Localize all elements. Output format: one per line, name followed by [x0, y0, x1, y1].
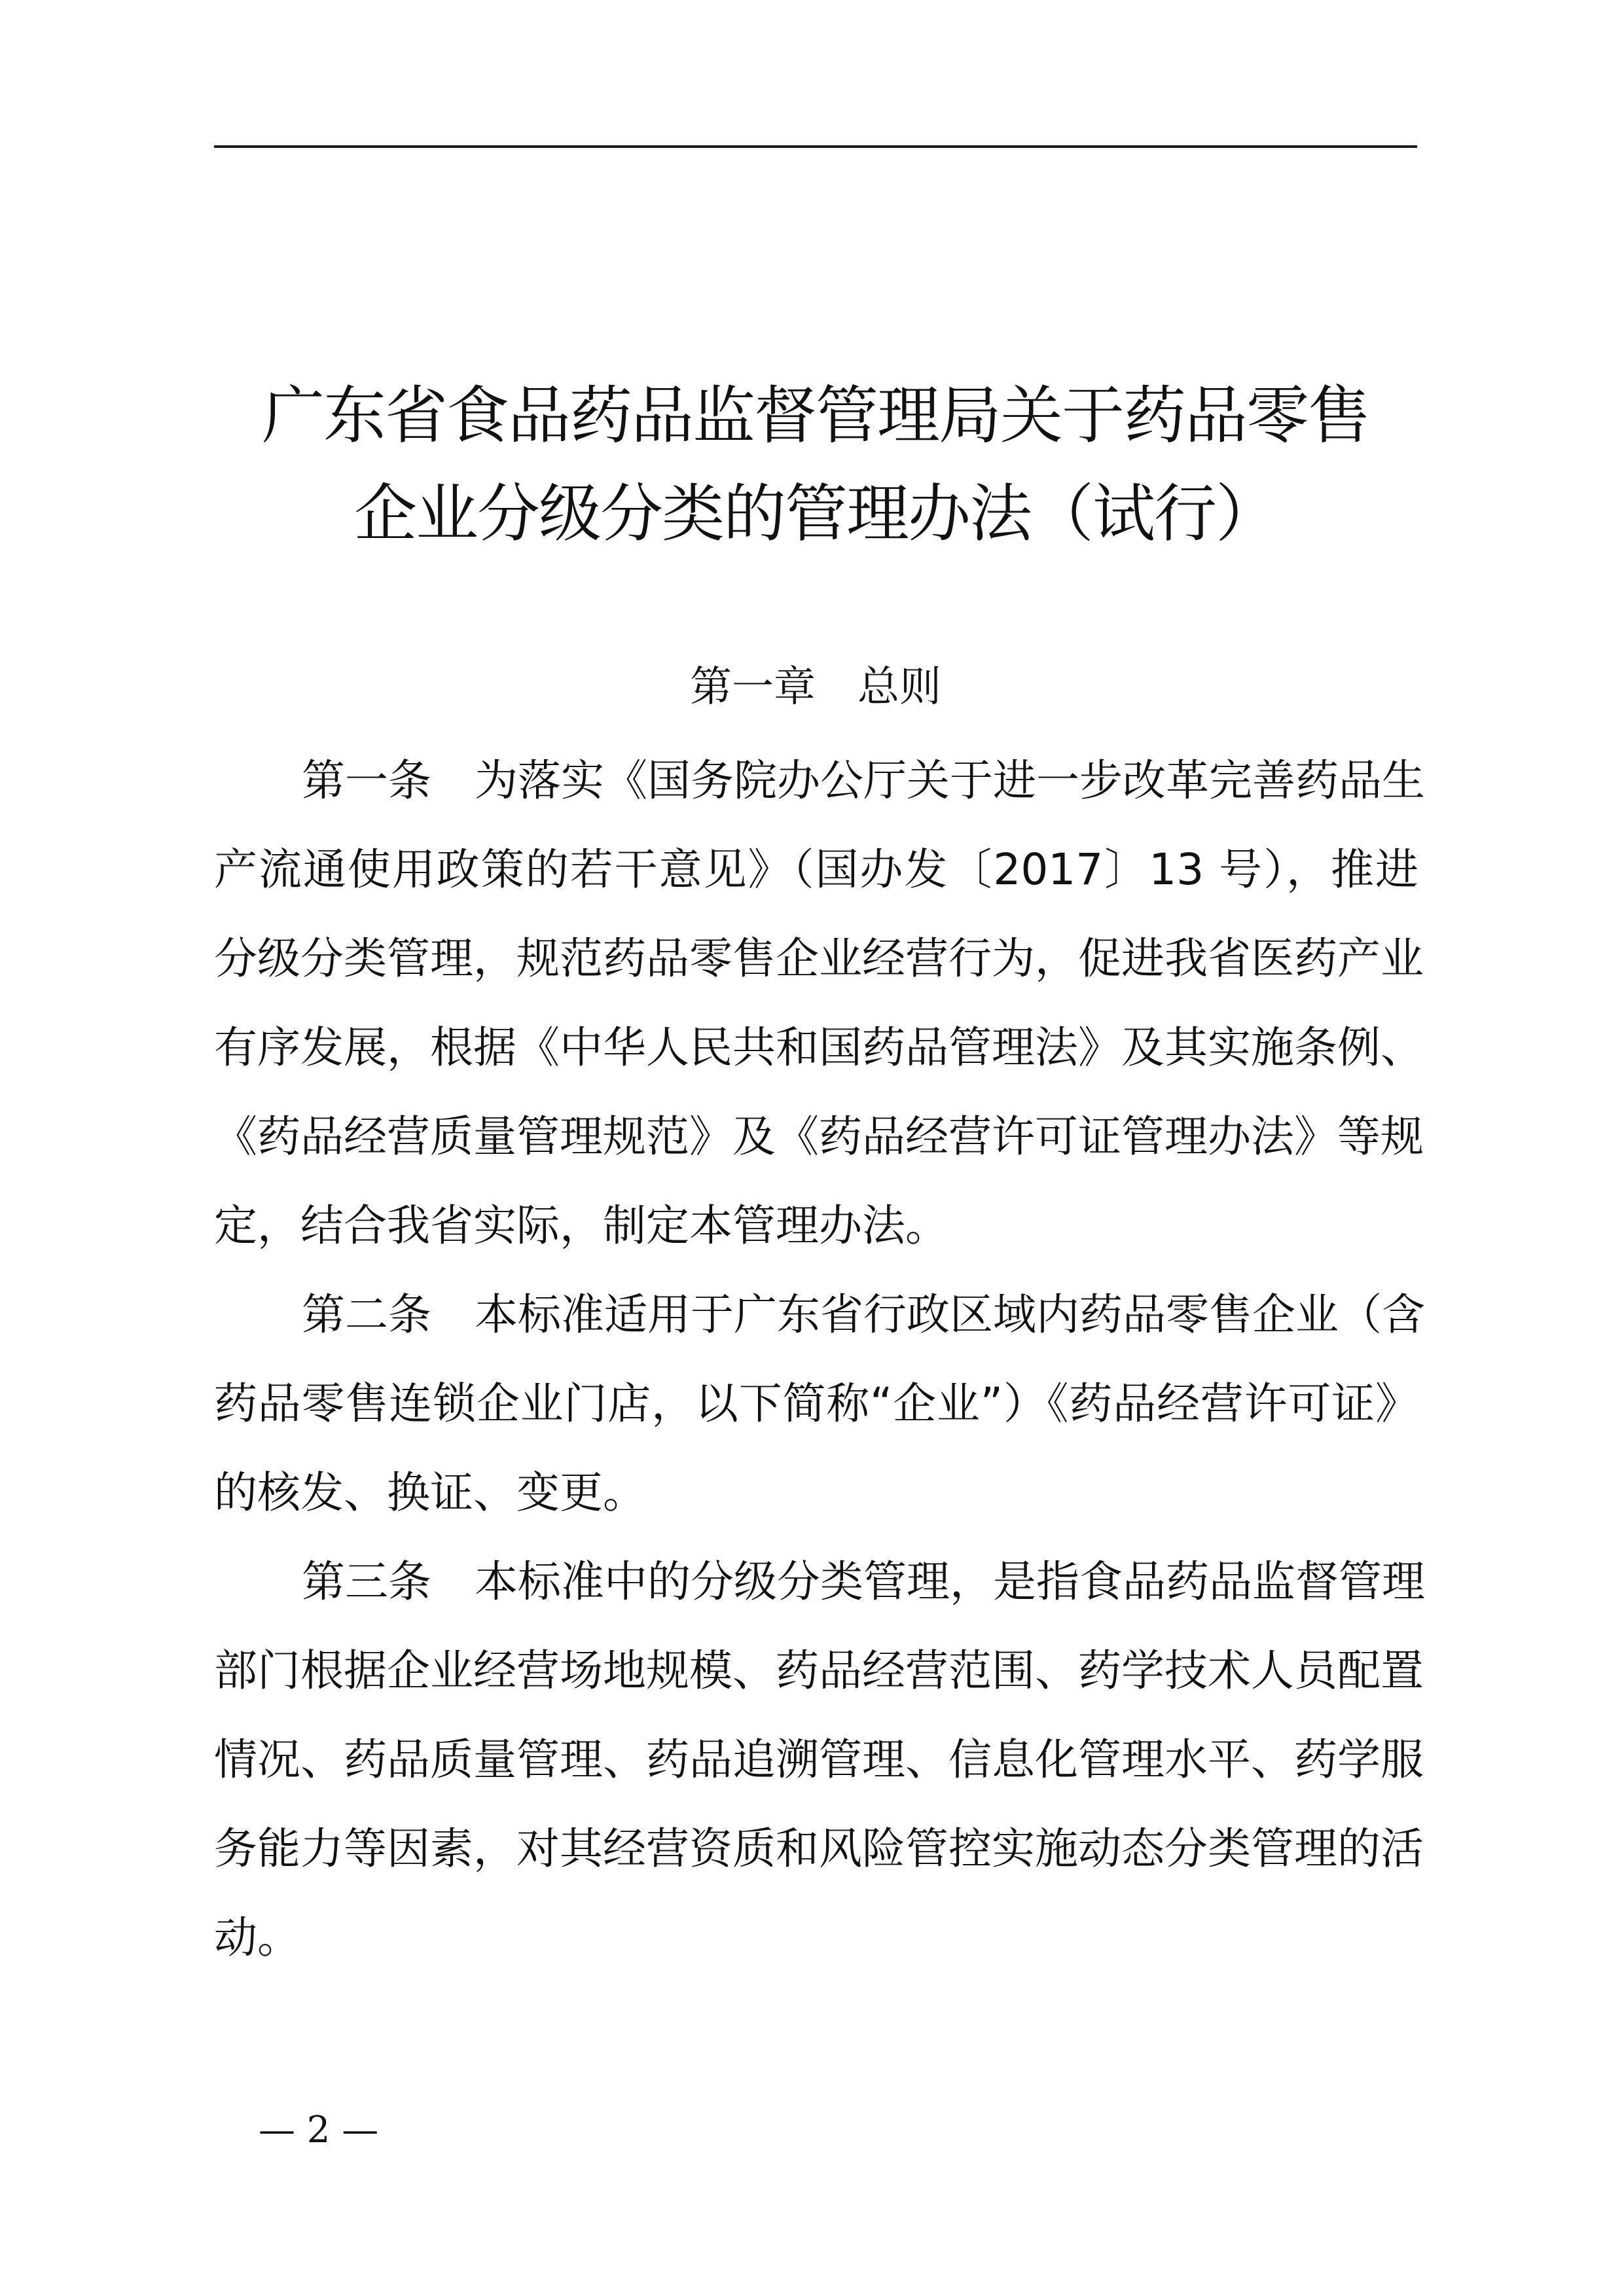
article-line: 定，结合我省实际，制定本管理办法。: [214, 1200, 948, 1251]
page-number: — 2 —: [259, 2109, 379, 2151]
article-line: 《药品经营质量管理规范》及《药品经营许可证管理办法》等规: [214, 1111, 1424, 1162]
article-line: 第三条 本标准中的分级分类管理，是指食品药品监督管理: [302, 1556, 1425, 1607]
article-line: 的核发、换证、变更。: [214, 1467, 646, 1518]
document-body: [214, 736, 1425, 1982]
document-title: [214, 367, 1417, 563]
article-line: 产流通使用政策的若干意见》（国办发〔2017〕13 号），推进: [214, 844, 1418, 895]
article-line: 部门根据企业经营场地规模、药品经营范围、药学技术人员配置: [214, 1645, 1424, 1696]
article-line: 第一条 为落实《国务院办公厅关于进一步改革完善药品生: [302, 755, 1425, 806]
article-line: 有序发展，根据《中华人民共和国药品管理法》及其实施条例、: [214, 1022, 1424, 1073]
article-line: 第二条 本标准适用于广东省行政区域内药品零售企业（含: [302, 1289, 1425, 1340]
article-line: 务能力等因素，对其经营资质和风险管控实施动态分类管理的活: [214, 1823, 1424, 1874]
article-line: 药品零售连锁企业门店，以下简称“企业”）《药品经营许可证》: [214, 1378, 1418, 1429]
article-line: 动。: [214, 1912, 300, 1963]
article-2: [214, 1270, 1425, 1537]
chapter-heading: 第一章 总则: [690, 663, 941, 711]
header-rule: [214, 145, 1417, 148]
article-line: 情况、药品质量管理、药品追溯管理、信息化管理水平、药学服: [214, 1734, 1424, 1785]
article-3: [214, 1537, 1425, 1982]
title-line-1: 广东省食品药品监督管理局关于药品零售: [262, 379, 1369, 452]
article-1: [214, 736, 1425, 1270]
title-line-2: 企业分级分类的管理办法（试行）: [354, 477, 1277, 550]
article-line: 分级分类管理，规范药品零售企业经营行为，促进我省医药产业: [214, 933, 1424, 984]
